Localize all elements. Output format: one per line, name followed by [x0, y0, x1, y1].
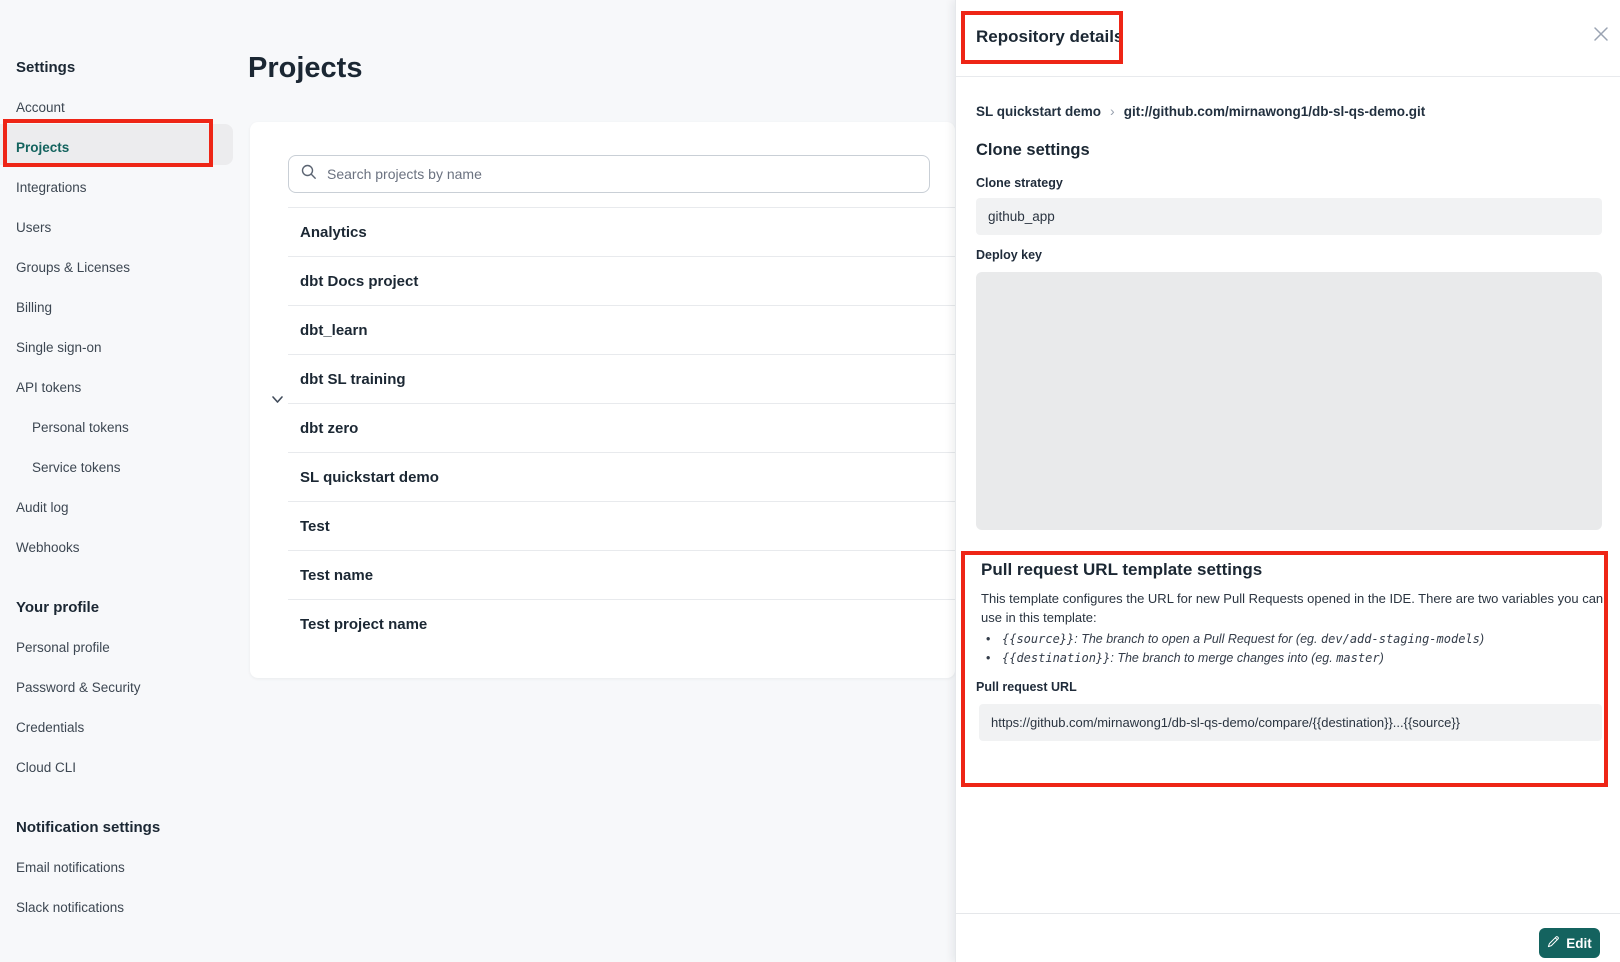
pr-template-description: This template configures the URL for new Pull Requests opened in the IDE. There are two variables you can use in this template: — [981, 591, 1604, 625]
search-icon — [301, 164, 317, 185]
project-row[interactable]: Test project name — [288, 599, 955, 648]
sidebar-item-projects[interactable]: Projects — [16, 139, 70, 155]
sidebar-item-slack-notifications[interactable]: Slack notifications — [16, 899, 125, 915]
project-row[interactable]: Test name — [288, 550, 955, 599]
sidebar-heading-settings: Settings — [16, 58, 76, 76]
header-divider — [956, 76, 1620, 77]
sidebar-item-password-security[interactable]: Password & Security — [16, 679, 141, 695]
edit-button[interactable]: Edit — [1539, 928, 1600, 958]
clone-settings-heading: Clone settings — [976, 141, 1090, 159]
pr-url-field — [979, 704, 1602, 741]
sidebar-item-billing[interactable]: Billing — [16, 299, 53, 315]
deploy-key-label: Deploy key — [976, 248, 1043, 262]
sidebar-item-webhooks[interactable]: Webhooks — [16, 539, 80, 555]
projects-card — [250, 122, 955, 678]
sidebar-item-groups-licenses[interactable]: Groups & Licenses — [16, 259, 131, 275]
settings-sidebar — [0, 0, 250, 962]
sidebar-item-personal-profile[interactable]: Personal profile — [16, 639, 110, 655]
project-row[interactable]: Analytics — [288, 207, 955, 256]
sidebar-item-cloud-cli[interactable]: Cloud CLI — [16, 759, 77, 775]
project-list — [288, 207, 955, 648]
sidebar-item-credentials[interactable]: Credentials — [16, 719, 85, 735]
sidebar-heading-your-profile: Your profile — [16, 598, 100, 616]
sidebar-item-email-notifications[interactable]: Email notifications — [16, 859, 125, 875]
breadcrumb-repo-url: git://github.com/mirnawong1/db-sl-qs-demo.git — [1123, 103, 1426, 119]
project-row[interactable]: SL quickstart demo — [288, 452, 955, 501]
clone-strategy-label: Clone strategy — [976, 176, 1063, 190]
sidebar-item-integrations[interactable]: Integrations — [16, 179, 87, 195]
sidebar-item-users[interactable]: Users — [16, 219, 52, 235]
sidebar-item-api-tokens[interactable]: API tokens — [0, 367, 250, 407]
pr-url-label: Pull request URL — [976, 680, 1077, 694]
project-row[interactable]: dbt SL training — [288, 354, 955, 403]
chevron-down-icon — [271, 393, 284, 409]
clone-strategy-field — [976, 198, 1602, 235]
repository-details-panel — [955, 0, 1620, 962]
breadcrumb-project: SL quickstart demo — [976, 103, 1102, 119]
panel-title: Repository details — [976, 27, 1124, 46]
pr-url-value: https://github.com/mirnawong1/db-sl-qs-demo/compare/{{destination}}...{{source}} — [991, 715, 1461, 730]
bullet-destination: • {{destination}}: The branch to merge changes into (eg. master) — [986, 651, 1384, 665]
pr-template-variables — [986, 630, 1484, 668]
bullet-source: • {{source}}: The branch to open a Pull Request for (eg. dev/add-staging-models) — [986, 632, 1485, 646]
project-search — [288, 155, 930, 193]
project-row[interactable]: dbt Docs project — [288, 256, 955, 305]
close-icon[interactable] — [1591, 24, 1611, 44]
project-row[interactable]: dbt_learn — [288, 305, 955, 354]
page-title: Projects — [248, 52, 363, 84]
sidebar-heading-notification-settings: Notification settings — [16, 818, 161, 836]
project-row[interactable]: dbt zero — [288, 403, 955, 452]
pr-template-heading: Pull request URL template settings — [981, 560, 1263, 579]
breadcrumb — [976, 103, 1425, 119]
chevron-right-icon: › — [1110, 103, 1115, 119]
sidebar-item-audit-log[interactable]: Audit log — [16, 499, 69, 515]
annotation-box-pr-template — [961, 551, 1608, 787]
clone-strategy-value: github_app — [988, 209, 1055, 224]
sidebar-item-single-sign-on[interactable]: Single sign-on — [16, 339, 102, 355]
sidebar-item-personal-tokens[interactable]: Personal tokens — [32, 419, 129, 435]
sidebar-item-service-tokens[interactable]: Service tokens — [32, 459, 121, 475]
sidebar-item-account[interactable]: Account — [16, 99, 65, 115]
panel-footer — [956, 913, 1620, 962]
deploy-key-field — [976, 272, 1602, 530]
pencil-icon — [1547, 935, 1560, 951]
project-row[interactable]: Test — [288, 501, 955, 550]
search-input[interactable] — [327, 166, 917, 182]
